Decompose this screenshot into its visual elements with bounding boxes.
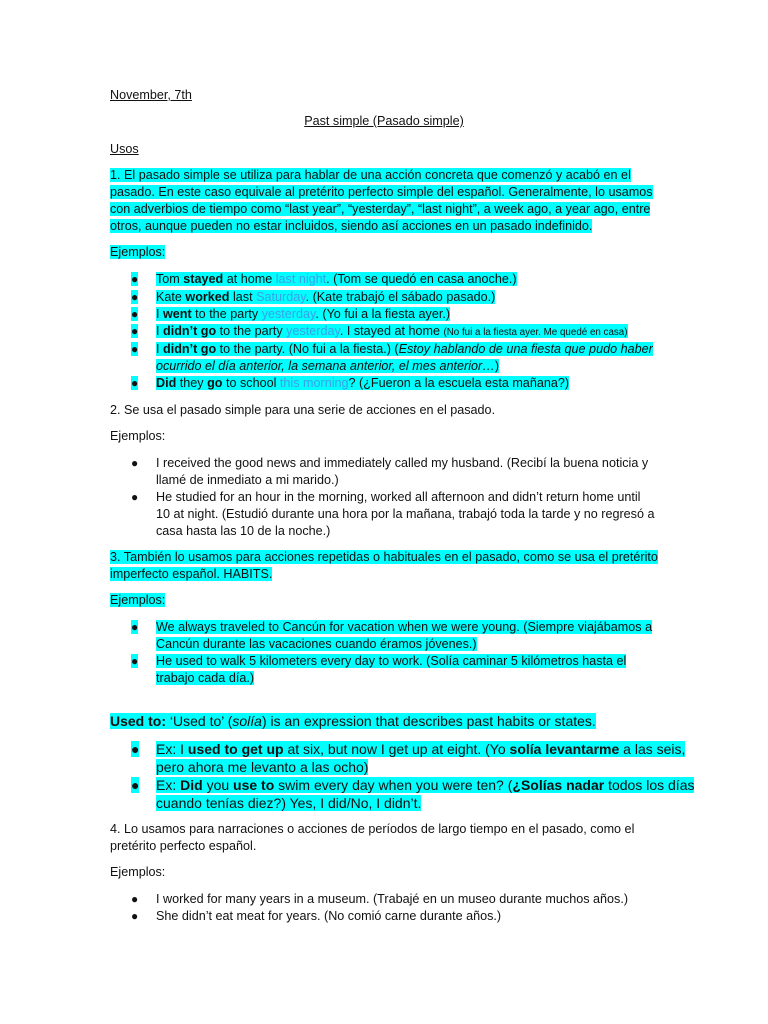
example-item: I worked for many years in a museum. (Trabajé en un museo durante muchos años.) <box>156 892 629 906</box>
example-item-cont: llamé de inmediato a mi marido.) <box>156 473 339 487</box>
example-item: We always traveled to Cancún for vacation when we were young. (Siempre viajábamos a <box>156 620 653 634</box>
bullet-icon: ● <box>131 892 139 906</box>
example-item: I went to the party yesterday. (Yo fui a la fiesta ayer.) <box>156 307 451 321</box>
example-item: I received the good news and immediately called my husband. (Recibí la buena noticia y <box>156 456 649 470</box>
section4-line: 4. Lo usamos para narraciones o acciones de períodos de largo tiempo en el pasado, como el <box>110 822 635 836</box>
example-item: He studied for an hour in the morning, worked all afternoon and didn’t return home until <box>156 490 641 504</box>
bullet-icon: ● <box>131 456 139 470</box>
section2-line: 2. Se usa el pasado simple para una serie de acciones en el pasado. <box>110 403 496 417</box>
section4-line: pretérito perfecto español. <box>110 839 257 853</box>
date-line: November, 7th <box>110 88 192 102</box>
bullet-icon: ● <box>131 620 139 634</box>
bullet-icon: ● <box>131 741 140 757</box>
example-item: I didn’t go to the party yesterday. I stayed at home (No fui a la fiesta ayer. Me quedé en casa) <box>156 324 628 338</box>
section3-line: imperfecto español. HABITS. <box>110 567 273 581</box>
used-to-example-cont: pero ahora me levanto a las ocho) <box>156 759 369 775</box>
example-item: He used to walk 5 kilometers every day to work. (Solía caminar 5 kilómetros hasta el <box>156 654 627 668</box>
ejemplos-label: Ejemplos: <box>110 865 166 879</box>
used-to-example: Ex: Did you use to swim every day when you were ten? (¿Solías nadar todos los días <box>156 777 695 793</box>
bullet-icon: ● <box>131 376 139 390</box>
bullet-icon: ● <box>131 324 139 338</box>
used-to-example-cont: cuando tenías diez?) Yes, I did/No, I didn’t. <box>156 795 422 811</box>
bullet-icon: ● <box>131 307 139 321</box>
bullet-icon: ● <box>131 342 139 356</box>
section1-line: 1. El pasado simple se utiliza para hablar de una acción concreta que comenzó y acabó en el <box>110 168 631 182</box>
example-item-cont: trabajo cada día.) <box>156 671 255 685</box>
ejemplos-label: Ejemplos: <box>110 245 166 259</box>
example-item: Kate worked last Saturday. (Kate trabajó el sábado pasado.) <box>156 290 496 304</box>
section3-line: 3. También lo usamos para acciones repetidas o habituales en el pasado, como se usa el pretérito <box>110 550 658 564</box>
example-item-cont: 10 at night. (Estudió durante una hora por la mañana, trabajó toda la tarde y no regresó a <box>156 507 655 521</box>
section1-line: otros, aunque pueden no estar incluidos, siendo así acciones en un pasado indefinido. <box>110 219 593 233</box>
bullet-icon: ● <box>131 490 139 504</box>
example-item-cont: Cancún durante las vacaciones cuando éramos jóvenes.) <box>156 637 477 651</box>
bullet-icon: ● <box>131 777 140 793</box>
ejemplos-label: Ejemplos: <box>110 429 166 443</box>
bullet-icon: ● <box>131 272 139 286</box>
used-to-example: Ex: I used to get up at six, but now I get up at eight. (Yo solía levantarme a las seis, <box>156 741 686 757</box>
bullet-icon: ● <box>131 654 139 668</box>
example-item: She didn’t eat meat for years. (No comió carne durante años.) <box>156 909 502 923</box>
example-item: Tom stayed at home last night. (Tom se quedó en casa anoche.) <box>156 272 517 286</box>
section1-line: con adverbios de tiempo como “last year”, “yesterday”, “last night”, a week ago, a year ago, entre <box>110 202 651 216</box>
bullet-icon: ● <box>131 909 139 923</box>
used-to-definition: Used to: ‘Used to’ (solía) is an expression that describes past habits or states. <box>110 713 596 729</box>
example-item: I didn’t go to the party. (No fui a la fiesta.) (Estoy hablando de una fiesta que pudo haber <box>156 342 653 356</box>
section1-line: pasado. En este caso equivale al pretérito perfecto simple del español. Generalmente, lo usamos <box>110 185 653 199</box>
bullet-icon: ● <box>131 290 139 304</box>
example-item-cont: casa hasta las 10 de la noche.) <box>156 524 331 538</box>
page-title: Past simple (Pasado simple) <box>304 114 464 128</box>
ejemplos-label: Ejemplos: <box>110 593 166 607</box>
example-item: Did they go to school this morning? (¿Fueron a la escuela esta mañana?) <box>156 376 570 390</box>
example-item-cont: ocurrido el día anterior, la semana anterior, el mes anterior…) <box>156 359 500 373</box>
usos-heading: Usos <box>110 142 139 156</box>
